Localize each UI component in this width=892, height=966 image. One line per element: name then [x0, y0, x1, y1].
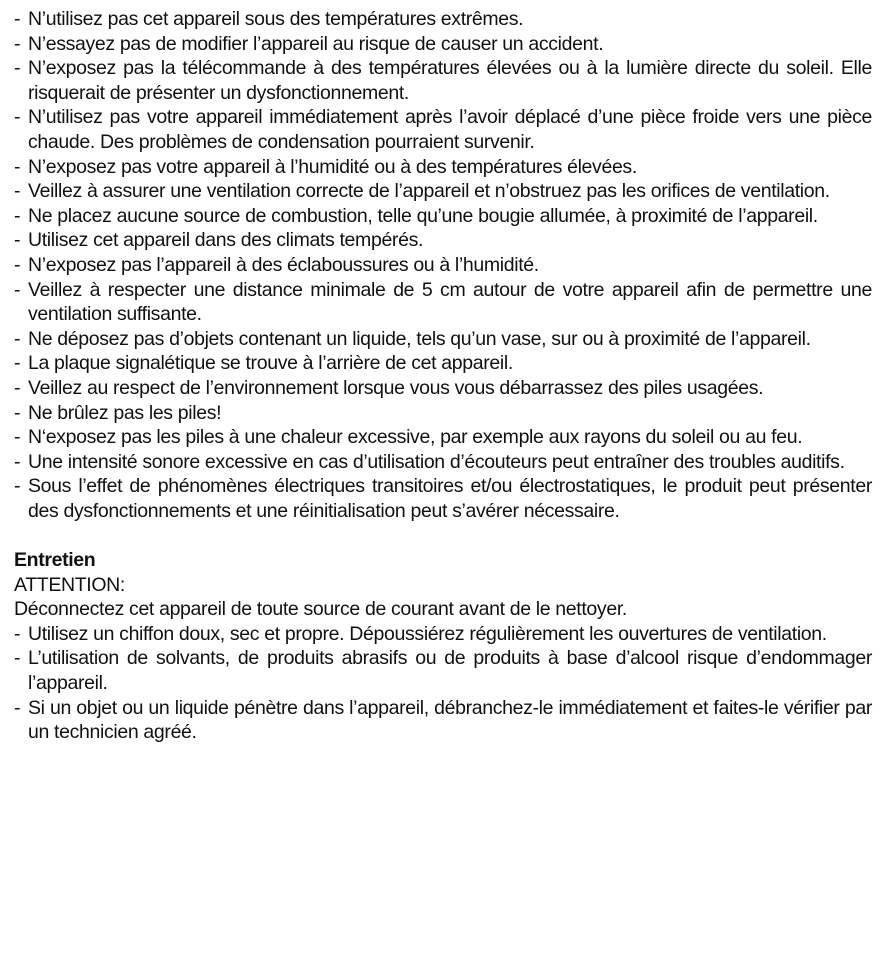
- safety-item-text: Veillez à respecter une distance minimale de 5 cm autour de votre appareil afin de permettre une ventilation suffisante.: [28, 278, 872, 326]
- safety-list: [14, 7, 872, 523]
- safety-item: [14, 327, 872, 352]
- safety-item: [14, 450, 872, 475]
- maintenance-section: [14, 548, 872, 745]
- safety-item-text: Ne brûlez pas les piles!: [28, 401, 222, 424]
- safety-item: [14, 179, 872, 204]
- bullet-dash: -: [14, 426, 21, 449]
- safety-item-text: N’utilisez pas cet appareil sous des températures extrêmes.: [28, 8, 524, 30]
- maintenance-item-text: Si un objet ou un liquide pénètre dans l’appareil, débranchez-le immédiatement et faites-le vérifier par un technicien agréé.: [28, 696, 872, 744]
- maintenance-item-text: Utilisez un chiffon doux, sec et propre. Dépoussiérez régulièrement les ouvertures de ventilation.: [28, 622, 827, 645]
- maintenance-intro: Déconnectez cet appareil de toute source de courant avant de le nettoyer.: [14, 598, 627, 621]
- safety-item-text: N’exposez pas votre appareil à l’humidité ou à des températures élevées.: [28, 155, 637, 178]
- safety-item-text: La plaque signalétique se trouve à l’arrière de cet appareil.: [28, 352, 513, 375]
- bullet-dash: -: [14, 401, 21, 424]
- safety-item: [14, 155, 872, 180]
- section-spacer: [14, 523, 872, 548]
- safety-item-text: Veillez au respect de l’environnement lorsque vous vous débarrassez des piles usagées.: [28, 376, 764, 399]
- safety-item: [14, 401, 872, 426]
- bullet-dash: -: [14, 352, 21, 375]
- safety-item-text: Sous l’effet de phénomènes électriques transitoires et/ou électrostatiques, le produit peut présenter des dysfonctionnements et une réinitialisation peut s’avérer nécessaire.: [28, 475, 872, 522]
- safety-item-text: Ne déposez pas d’objets contenant un liquide, tels qu’un vase, sur ou à proximité de l’appareil.: [28, 327, 811, 350]
- bullet-dash: -: [14, 32, 21, 55]
- section-heading: Entretien: [14, 549, 96, 572]
- maintenance-item: [14, 696, 872, 745]
- safety-item: [14, 204, 872, 229]
- safety-item: [14, 228, 872, 253]
- maintenance-item: [14, 622, 872, 647]
- bullet-dash: -: [14, 155, 21, 178]
- bullet-dash: -: [14, 278, 21, 301]
- maintenance-item-text: L’utilisation de solvants, de produits abrasifs ou de produits à base d’alcool risque d’endommager l’appareil.: [28, 647, 872, 695]
- safety-item: [14, 474, 872, 523]
- bullet-dash: -: [14, 647, 21, 670]
- safety-item: [14, 376, 872, 401]
- safety-item: [14, 351, 872, 376]
- bullet-dash: -: [14, 622, 21, 645]
- bullet-dash: -: [14, 229, 21, 252]
- bullet-dash: -: [14, 253, 21, 276]
- bullet-dash: -: [14, 327, 21, 350]
- safety-item-text: N’utilisez pas votre appareil immédiatement après l’avoir déplacé d’une pièce froide vers une pièce chaude. Des problèmes de condensation pourraient survenir.: [28, 106, 872, 153]
- bullet-dash: -: [14, 204, 21, 227]
- safety-item: [14, 425, 872, 450]
- safety-item: [14, 105, 872, 154]
- safety-item: [14, 32, 872, 57]
- bullet-dash: -: [14, 57, 21, 80]
- warning-label: ATTENTION:: [14, 573, 125, 596]
- safety-item-text: N’exposez pas l’appareil à des éclaboussures ou à l’humidité.: [28, 253, 539, 276]
- safety-item-text: N’exposez pas la télécommande à des températures élevées ou à la lumière directe du soleil. Elle risquerait de présenter un dysfonctionnement.: [28, 57, 872, 104]
- bullet-dash: -: [14, 475, 21, 498]
- bullet-dash: -: [14, 696, 21, 719]
- bullet-dash: -: [14, 8, 21, 30]
- safety-item-text: N’essayez pas de modifier l’appareil au risque de causer un accident.: [28, 32, 604, 55]
- safety-item-text: N‘exposez pas les piles à une chaleur excessive, par exemple aux rayons du soleil ou au feu.: [28, 426, 803, 449]
- safety-item-text: Utilisez cet appareil dans des climats tempérés.: [28, 229, 424, 252]
- bullet-dash: -: [14, 450, 21, 473]
- safety-item: [14, 253, 872, 278]
- bullet-dash: -: [14, 376, 21, 399]
- safety-item-text: Ne placez aucune source de combustion, telle qu’une bougie allumée, à proximité de l’appareil.: [28, 204, 818, 227]
- safety-item: [14, 278, 872, 327]
- bullet-dash: -: [14, 180, 21, 203]
- safety-item-text: Veillez à assurer une ventilation correcte de l’appareil et n’obstruez pas les orifices de ventilation.: [28, 180, 830, 203]
- safety-item-text: Une intensité sonore excessive en cas d’utilisation d’écouteurs peut entraîner des troubles auditifs.: [28, 450, 845, 473]
- bullet-dash: -: [14, 106, 21, 129]
- safety-item: [14, 56, 872, 105]
- safety-item: [14, 7, 872, 32]
- maintenance-item: [14, 646, 872, 695]
